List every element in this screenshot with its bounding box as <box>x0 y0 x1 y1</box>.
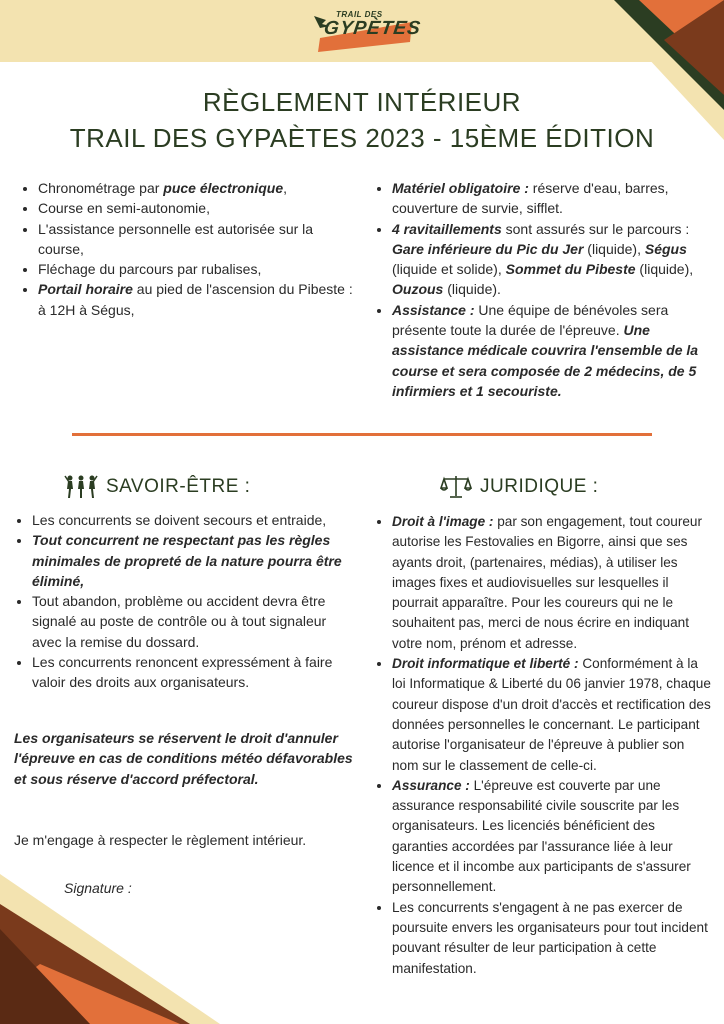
list-item: • Les concurrents s'engagent à ne pas exercer de poursuite envers les organisateurs pour tout incident pouvant résulter de leur participation à cette manifestation. <box>392 898 714 979</box>
juridique-title: JURIDIQUE : <box>480 476 599 497</box>
savoir-etre-title: SAVOIR-ÊTRE : <box>106 476 251 497</box>
juridique-heading <box>440 474 598 500</box>
list-item: • 4 ravitaillements sont assurés sur le parcours : Gare inférieure du Pic du Jer (liquide), Ségus (liquide et solide), Sommet du Pibeste (liquide), Ouzous (liquide). <box>392 219 720 300</box>
list-item: • Tout abandon, problème ou accident devra être signalé au poste de contrôle ou à tout signaleur avec la remise du dossard. <box>32 591 354 652</box>
savoir-etre-list <box>14 510 354 693</box>
list-item: • Les concurrents se doivent secours et entraide, <box>32 510 354 530</box>
juridique-list <box>374 512 714 979</box>
list-item: • Droit informatique et liberté : Conformément à la loi Informatique & Liberté du 06 janvier 1978, chaque coureur dispose d'un droit d'accès et rectification des données personnelles le concernant. Le participant autorise l'organisateur de l'épreuve à publier son nom sur le classement de celle-ci. <box>392 654 714 776</box>
organisers-note: Les organisateurs se réservent le droit d'annuler l'épreuve en cas de conditions météo défavorables et sous réserve d'accord préfectoral. <box>14 730 353 787</box>
list-item: • Matériel obligatoire : réserve d'eau, barres, couverture de survie, sifflet. <box>392 178 720 219</box>
savoir-etre-heading <box>64 474 250 500</box>
list-item: • Les concurrents renoncent expressément à faire valoir des droits aux organisateurs. <box>32 652 354 693</box>
section-divider <box>72 433 652 436</box>
corner-decoration-bottom-left <box>0 874 220 1024</box>
engagement-statement: Je m'engage à respecter le règlement intérieur. <box>14 832 307 848</box>
page-title <box>0 84 724 156</box>
list-item: • Droit à l'image : par son engagement, tout coureur autorise les Festovalies en Bigorre, ainsi que ses ayants droit, (partenaires, médias), à utiliser les images fixes et audiovisuelles sur lesquelles il pourrait apparaître. Pour les coureurs qui ne le souhaitent pas, merci de nous écrire en indiquant votre nom, prénom et adresse. <box>392 512 714 654</box>
list-item: • Assurance : L'épreuve est couverte par une assurance responsabilité civile souscrite par les organisateurs. Les licenciés bénéficient des garanties accordées par l'assurance liée à leur licence et il incombe aux participants de s'assurer personnellement. <box>392 776 714 898</box>
title-line-2: TRAIL DES GYPAÈTES 2023 - 15ÈME ÉDITION <box>69 123 655 153</box>
signature-label: Signature : <box>64 880 132 896</box>
trail-logo <box>312 8 423 54</box>
people-icon <box>64 474 98 500</box>
list-item: • Chronométrage par puce électronique, <box>38 178 362 198</box>
logo-big-text: GYPÈTES <box>322 18 423 39</box>
list-item: • Portail horaire au pied de l'ascension du Pibeste : à 12H à Ségus, <box>38 279 362 320</box>
general-rules-left <box>20 178 362 320</box>
list-item: • Assistance : Une équipe de bénévoles sera présente toute la durée de l'épreuve. Une assistance médicale couvrira l'ensemble de la course et sera composée de 2 médecins, de 5 infirmiers et 1 secouriste. <box>392 300 720 401</box>
scales-of-justice-icon <box>440 474 472 500</box>
list-item: • Course en semi-autonomie, <box>38 198 362 218</box>
list-item: • Tout concurrent ne respectant pas les règles minimales de propreté de la nature pourra être éliminé, <box>32 530 354 591</box>
logo-small-text: TRAIL DES <box>336 10 383 19</box>
general-rules-right <box>374 178 720 401</box>
title-line-1: RÈGLEMENT INTÉRIEUR <box>202 87 522 117</box>
list-item: • Fléchage du parcours par rubalises, <box>38 259 362 279</box>
list-item: • L'assistance personnelle est autorisée sur la course, <box>38 219 362 260</box>
